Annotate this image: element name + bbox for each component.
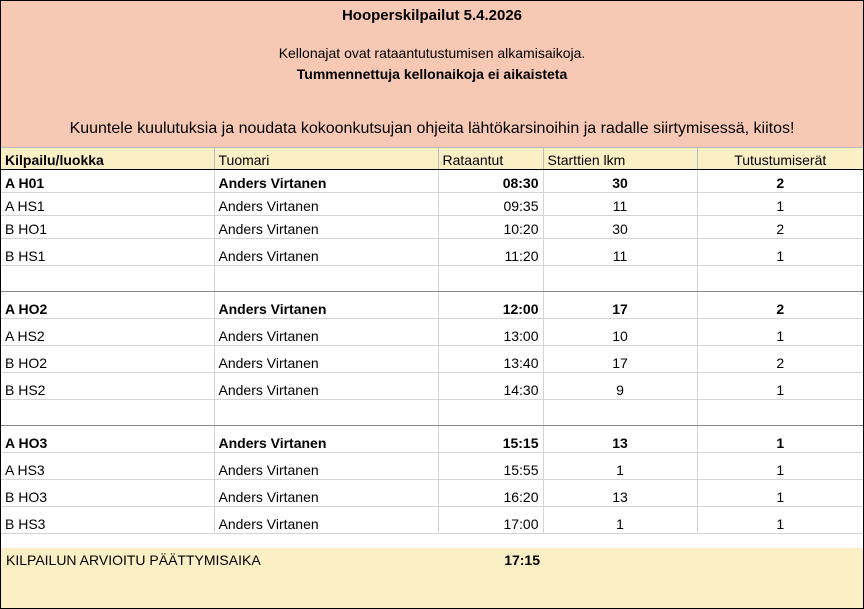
cell-rounds[interactable]: 2 <box>697 216 863 239</box>
empty-cell[interactable] <box>438 266 543 292</box>
cell-class[interactable]: A HS3 <box>1 453 214 480</box>
cell-rounds[interactable]: 1 <box>697 193 863 216</box>
table-row <box>1 216 863 239</box>
cell-rounds[interactable]: 1 <box>697 239 863 266</box>
cell-starts[interactable]: 10 <box>543 319 697 346</box>
cell-judge[interactable]: Anders Virtanen <box>214 480 438 507</box>
cell-starts[interactable]: 9 <box>543 373 697 400</box>
cell-class[interactable]: A HO2 <box>1 292 214 319</box>
cell-class[interactable]: B HO3 <box>1 480 214 507</box>
cell-time[interactable]: 15:55 <box>438 453 543 480</box>
column-header-time[interactable]: Rataantut <box>438 148 543 170</box>
cell-time[interactable]: 14:30 <box>438 373 543 400</box>
empty-cell[interactable] <box>214 400 438 426</box>
column-header-rounds[interactable]: Tutustumiserät <box>697 148 863 170</box>
cell-class[interactable]: B HO2 <box>1 346 214 373</box>
spacer-row <box>1 400 863 426</box>
cell-class[interactable]: B HS1 <box>1 239 214 266</box>
cell-time[interactable]: 13:40 <box>438 346 543 373</box>
table-row <box>1 373 863 400</box>
empty-cell[interactable] <box>438 400 543 426</box>
cell-rounds[interactable]: 1 <box>697 507 863 534</box>
cell-class[interactable]: A H01 <box>1 170 214 193</box>
cell-starts[interactable]: 1 <box>543 507 697 534</box>
cell-time[interactable]: 09:35 <box>438 193 543 216</box>
cell-rounds[interactable]: 2 <box>697 170 863 193</box>
page-title: Hooperskilpailut 5.4.2026 <box>341 7 523 24</box>
cell-time[interactable]: 12:00 <box>438 292 543 319</box>
cell-time[interactable]: 16:20 <box>438 480 543 507</box>
cell-time[interactable]: 10:20 <box>438 216 543 239</box>
cell-class[interactable]: B HS2 <box>1 373 214 400</box>
cell-judge[interactable]: Anders Virtanen <box>214 346 438 373</box>
cell-judge[interactable]: Anders Virtanen <box>214 193 438 216</box>
cell-time[interactable]: 17:00 <box>438 507 543 534</box>
cell-rounds[interactable]: 1 <box>697 373 863 400</box>
cell-starts[interactable]: 30 <box>543 216 697 239</box>
empty-cell[interactable] <box>543 400 697 426</box>
cell-starts[interactable]: 13 <box>543 480 697 507</box>
cell-starts[interactable]: 17 <box>543 292 697 319</box>
cell-judge[interactable]: Anders Virtanen <box>214 373 438 400</box>
empty-cell[interactable] <box>697 400 863 426</box>
empty-cell[interactable] <box>1 400 214 426</box>
empty-cell[interactable] <box>697 266 863 292</box>
cell-rounds[interactable]: 2 <box>697 346 863 373</box>
table-row <box>1 319 863 346</box>
column-header-class[interactable]: Kilpailu/luokka <box>1 148 214 170</box>
cell-time[interactable]: 13:00 <box>438 319 543 346</box>
table-row <box>1 170 863 193</box>
cell-class[interactable]: A HO3 <box>1 426 214 453</box>
cell-judge[interactable]: Anders Virtanen <box>214 216 438 239</box>
note-start-times: Kellonajat ovat rataantutustumisen alkamisaikoja. <box>278 45 586 61</box>
cell-rounds[interactable]: 1 <box>697 453 863 480</box>
cell-class[interactable]: B HO1 <box>1 216 214 239</box>
column-header-starts[interactable]: Starttien lkm <box>543 148 697 170</box>
cell-judge[interactable]: Anders Virtanen <box>214 292 438 319</box>
empty-cell[interactable] <box>1 266 214 292</box>
empty-cell[interactable] <box>214 266 438 292</box>
cell-starts[interactable]: 11 <box>543 193 697 216</box>
note-bold-times: Tummennettuja kellonaikoja ei aikaisteta <box>296 66 568 82</box>
cell-class[interactable]: B HS3 <box>1 507 214 534</box>
cell-starts[interactable]: 13 <box>543 426 697 453</box>
cell-rounds[interactable]: 1 <box>697 426 863 453</box>
column-header-row <box>1 148 863 170</box>
cell-time[interactable]: 15:15 <box>438 426 543 453</box>
cell-judge[interactable]: Anders Virtanen <box>214 453 438 480</box>
table-row <box>1 453 863 480</box>
cell-judge[interactable]: Anders Virtanen <box>214 507 438 534</box>
cell-starts[interactable]: 30 <box>543 170 697 193</box>
cell-judge[interactable]: Anders Virtanen <box>214 170 438 193</box>
cell-rounds[interactable]: 1 <box>697 480 863 507</box>
table-row <box>1 426 863 453</box>
cell-judge[interactable]: Anders Virtanen <box>214 319 438 346</box>
table-row <box>1 292 863 319</box>
cell-starts[interactable]: 1 <box>543 453 697 480</box>
cell-class[interactable]: A HS1 <box>1 193 214 216</box>
table-row <box>1 480 863 507</box>
cell-time[interactable]: 11:20 <box>438 239 543 266</box>
sheet-header <box>1 1 863 148</box>
cell-starts[interactable]: 11 <box>543 239 697 266</box>
cell-judge[interactable]: Anders Virtanen <box>214 239 438 266</box>
table-row <box>1 193 863 216</box>
column-header-judge[interactable]: Tuomari <box>214 148 438 170</box>
table-row <box>1 239 863 266</box>
sheet-footer <box>1 548 863 608</box>
cell-time[interactable]: 08:30 <box>438 170 543 193</box>
cell-starts[interactable]: 17 <box>543 346 697 373</box>
cell-rounds[interactable]: 1 <box>697 319 863 346</box>
spacer-row <box>1 266 863 292</box>
estimated-end-label[interactable]: KILPAILUN ARVIOITU PÄÄTTYMISAIKA <box>6 552 261 568</box>
empty-cell[interactable] <box>543 266 697 292</box>
cell-class[interactable]: A HS2 <box>1 319 214 346</box>
schedule-table <box>1 148 863 534</box>
cell-rounds[interactable]: 2 <box>697 292 863 319</box>
cell-judge[interactable]: Anders Virtanen <box>214 426 438 453</box>
table-row <box>1 346 863 373</box>
table-row <box>1 507 863 534</box>
note-listen-announcements: Kuuntele kuulutuksia ja noudata kokoonkutsujan ohjeita lähtökarsinoihin ja radalle siirtymisessä, kiitos! <box>69 120 795 137</box>
estimated-end-time[interactable]: 17:15 <box>504 552 540 568</box>
